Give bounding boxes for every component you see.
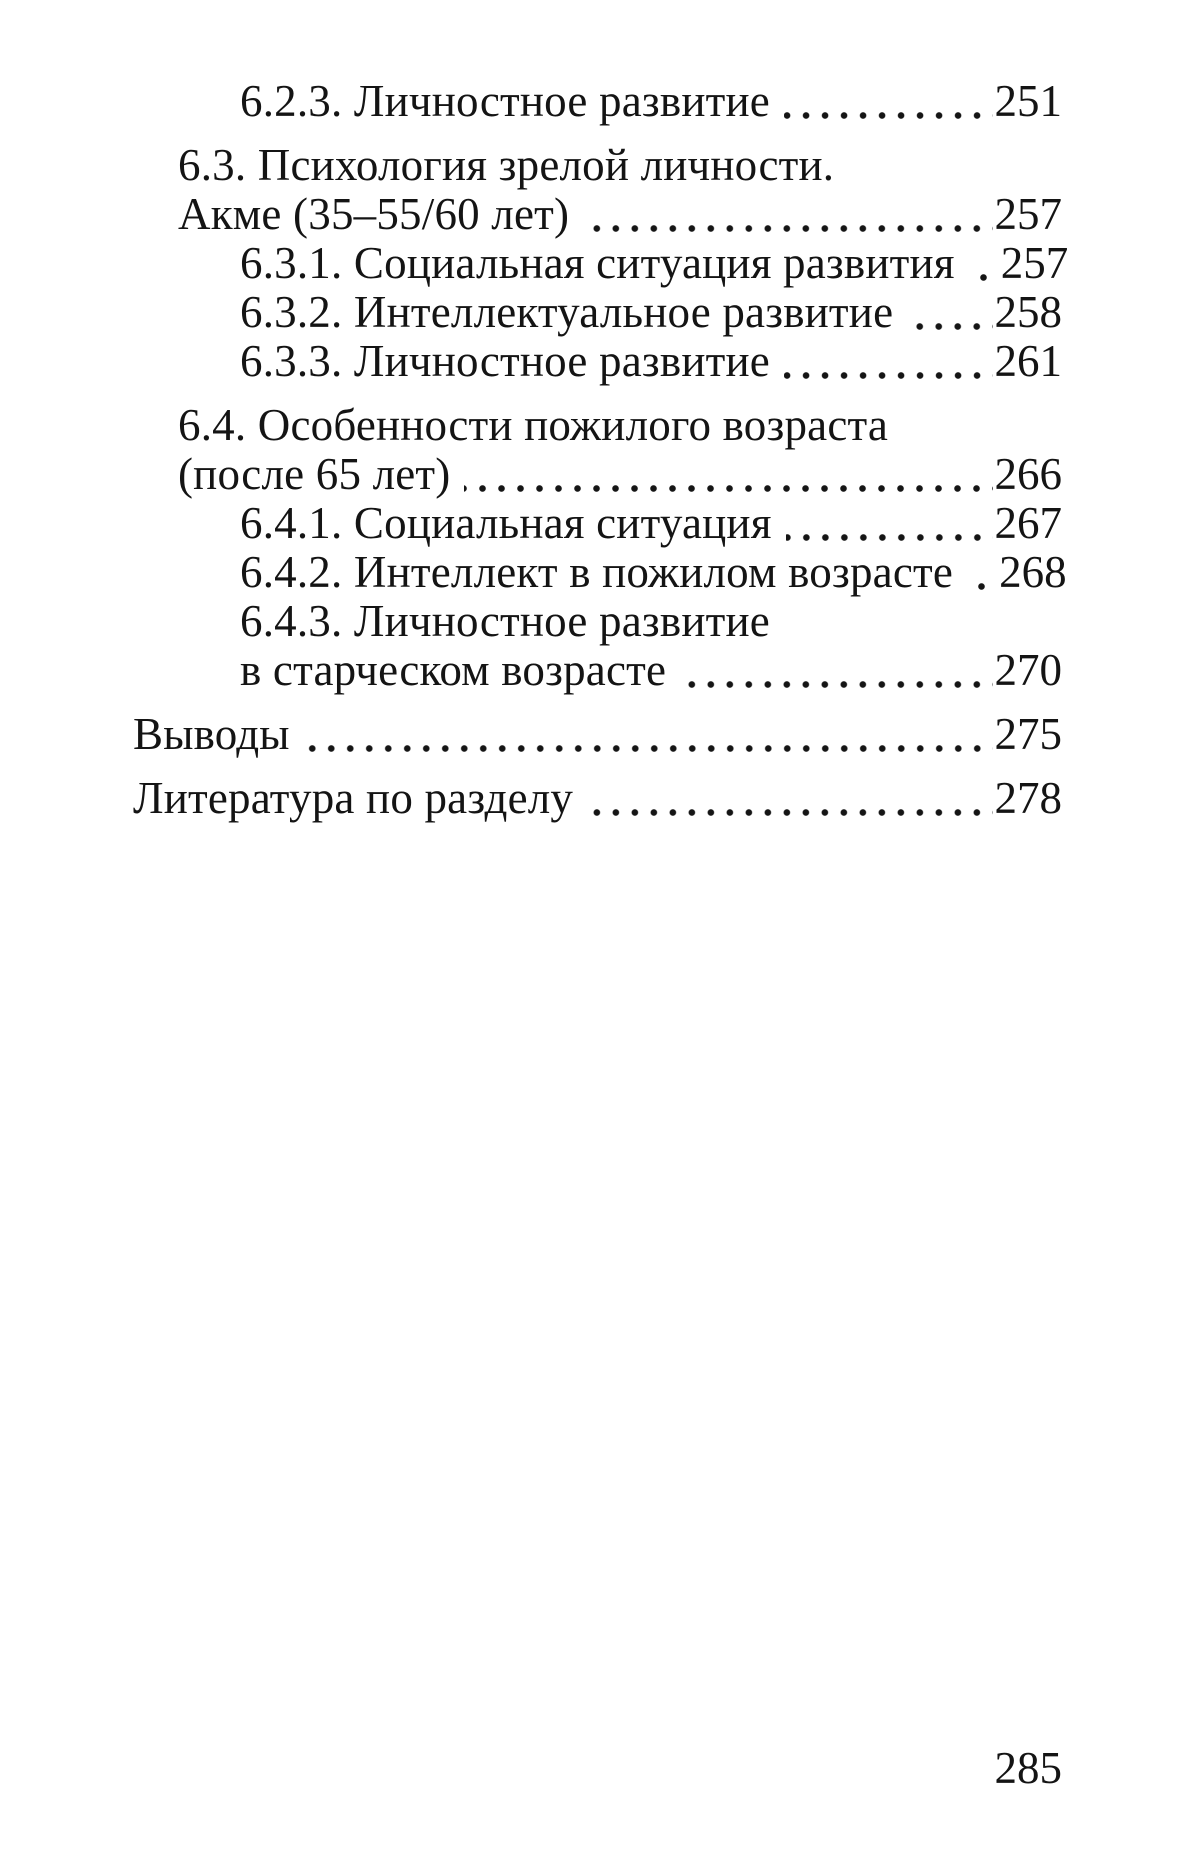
toc-entry-text: 6.2.3. Личностное развитие <box>240 76 770 126</box>
toc-entry-text: 6.4. Особенности пожилого возраста <box>178 400 889 450</box>
toc-line <box>133 141 1062 190</box>
page-number: 267 <box>994 498 1062 548</box>
dot-leader <box>907 323 992 330</box>
toc-entry <box>133 77 1062 126</box>
toc-entry <box>133 141 1062 239</box>
table-of-contents <box>133 76 1069 823</box>
dot-leader <box>680 681 992 688</box>
toc-entry-text: в старческом возрасте <box>240 645 667 695</box>
toc-entry-text: 6.3.2. Интеллектуальное развитие <box>240 287 894 337</box>
page-number: 278 <box>994 773 1062 823</box>
toc-entry <box>133 710 1062 759</box>
toc-entry <box>133 774 1062 823</box>
toc-line <box>133 190 1062 239</box>
toc-line <box>133 337 1062 386</box>
toc-entry-text: 6.3.3. Личностное развитие <box>240 336 770 386</box>
toc-entry-text: 6.3.1. Социальная ситуация развития <box>240 238 955 288</box>
toc-line <box>133 288 1062 337</box>
toc-entry <box>133 597 1062 695</box>
dot-leader <box>784 112 993 119</box>
dot-leader <box>969 274 999 281</box>
toc-line <box>133 77 1062 126</box>
toc-entry <box>133 401 1062 499</box>
dot-leader <box>784 372 993 379</box>
dot-leader <box>304 745 993 752</box>
toc-line <box>133 774 1062 823</box>
toc-entry <box>133 337 1062 386</box>
toc-entry-text: Литература по разделу <box>133 773 574 823</box>
toc-entry-text: 6.4.3. Личностное развитие <box>240 596 770 646</box>
page-number: 251 <box>994 76 1062 126</box>
toc-entry <box>133 288 1062 337</box>
page-number: 270 <box>994 645 1062 695</box>
page-number: 257 <box>1000 238 1069 288</box>
toc-entry <box>133 499 1062 548</box>
page-folio: 285 <box>994 1743 1062 1793</box>
toc-entry-text: 6.4.2. Интеллект в пожилом возрасте <box>240 547 954 597</box>
toc-line <box>133 238 1069 288</box>
toc-line <box>133 597 1062 646</box>
dot-leader <box>464 485 992 492</box>
toc-line <box>133 401 1062 450</box>
toc-entry <box>133 238 1069 288</box>
page-number: 257 <box>994 189 1062 239</box>
dot-leader <box>587 809 992 816</box>
dot-leader <box>583 225 992 232</box>
toc-line <box>133 499 1062 548</box>
toc-entry-text: (после 65 лет) <box>178 449 451 499</box>
page-number: 258 <box>994 287 1062 337</box>
toc-line <box>133 450 1062 499</box>
toc-entry-text: 6.4.1. Социальная ситуация <box>240 498 772 548</box>
dot-leader <box>967 583 997 590</box>
page-number: 275 <box>994 709 1062 759</box>
toc-entry <box>133 547 1067 597</box>
toc-line <box>133 710 1062 759</box>
toc-line <box>133 646 1062 695</box>
page-number: 261 <box>994 336 1062 386</box>
page-number: 268 <box>999 547 1067 597</box>
toc-entry-text: Акме (35–55/60 лет) <box>178 189 570 239</box>
toc-line <box>133 547 1067 597</box>
toc-entry-text: Выводы <box>133 709 290 759</box>
toc-entry-text: 6.3. Психология зрелой личности. <box>178 140 835 190</box>
page-number: 266 <box>994 449 1062 499</box>
dot-leader <box>786 534 993 541</box>
